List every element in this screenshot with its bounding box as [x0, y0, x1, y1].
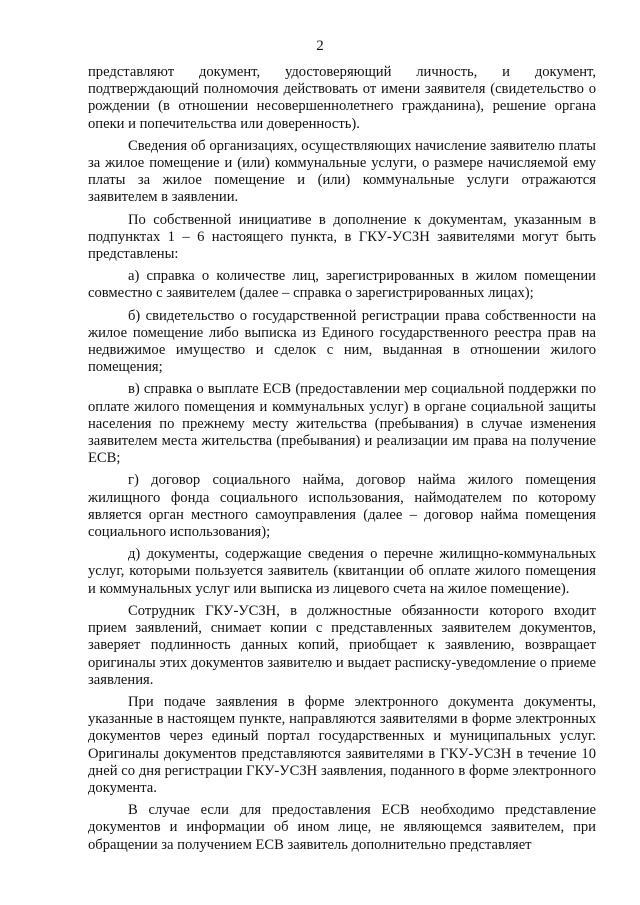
list-item-b: б) свидетельство о государственной регистрации права собственности на жилое помещение либо выписка из Единого государственного реестра прав на недвижимое имущество и сделок с ним, выданная в отношении жилого помещения; — [88, 307, 596, 376]
paragraph-own-initiative: По собственной инициативе в дополнение к документам, указанным в подпунктах 1 – 6 настоящего пункта, в ГКУ-УСЗН заявителями могут быть представлены: — [88, 211, 596, 263]
paragraph-other-person: В случае если для предоставления ЕСВ необходимо представление документов и информации об ином лице, не являющемся заявителем, при обращении за получением ЕСВ заявитель дополнительно представляет — [88, 802, 596, 853]
list-item-a: а) справка о количестве лиц, зарегистрированных в жилом помещении совместно с заявителем (далее – справка о зарегистрированных лицах); — [88, 268, 596, 302]
page-number: 2 — [316, 38, 324, 54]
paragraph-employee-duties: Сотрудник ГКУ-УСЗН, в должностные обязанности которого входит прием заявлений, снимает копии с представленных заявителем документов, заверяет подлинность данных копий, приобщает к заявлению, возвращает оригиналы этих документов заявителю и выдает расписку-уведомление о приеме заявления. — [88, 602, 596, 688]
list-item-v: в) справка о выплате ЕСВ (предоставлении мер социальной поддержки по оплате жилого помещения и коммунальных услуг) в органе социальной защиты населения по прежнему месту жительства (пребывания) в случае изменения заявителем места жительства (пребывания) и реализации им права на получение ЕСВ; — [88, 381, 596, 467]
list-item-d: д) документы, содержащие сведения о перечне жилищно-коммунальных услуг, которыми пользуется заявитель (квитанции об оплате жилого помещения и коммунальных услуг или выписка из лицевого счета на жилое помещение). — [88, 546, 596, 597]
paragraph-organizations-info: Сведения об организациях, осуществляющих начисление заявителю платы за жилое помещение и (или) коммунальные услуги, о размере начисляемой ему платы за жилое помещение и (или) коммунальные услуги отражаются заявителем в заявлении. — [88, 137, 596, 206]
paragraph-continuation: представляют документ, удостоверяющий личность, и документ, подтверждающий полномочия действовать от имени заявителя (свидетельство о рождении (в отношении несовершеннолетнего гражданина), решение органа опеки и попечительства или доверенность). — [88, 64, 596, 132]
document-body — [88, 64, 596, 859]
paragraph-electronic-submission: При подаче заявления в форме электронного документа документы, указанные в настоящем пункте, направляются заявителями в форме электронных документов через единый портал государственных и муниципальных услуг. Оригиналы документов представляются заявителями в ГКУ-УСЗН в течение 10 дней со дня регистрации ГКУ-УСЗН заявления, поданного в форме электронного документа. — [88, 693, 596, 796]
list-item-g: г) договор социального найма, договор найма жилого помещения жилищного фонда социального использования, наймодателем по которому является орган местного самоуправления (далее – договор найма помещения социального использования); — [88, 472, 596, 541]
